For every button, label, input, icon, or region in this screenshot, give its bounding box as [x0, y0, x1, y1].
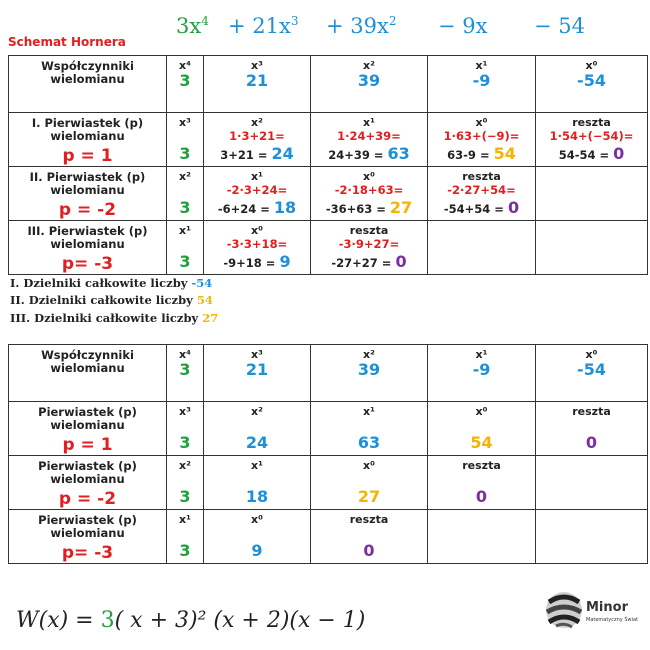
coef-value: 39	[357, 71, 381, 90]
power-label: x³	[179, 405, 191, 418]
lead-value: 3	[179, 487, 191, 506]
logo-name: Minor	[586, 600, 628, 615]
divisors-line-3: III. Dzielniki całkowite liczby 27	[10, 311, 219, 325]
root-row-3	[9, 510, 648, 564]
power-label: x¹	[251, 170, 263, 183]
horner-table-2	[8, 344, 648, 564]
lead-value: 3	[179, 144, 191, 163]
result-value: 18	[245, 487, 269, 506]
power-label: x³	[251, 348, 263, 361]
calc-result: 0	[613, 144, 625, 163]
power-label: x⁰	[251, 513, 263, 526]
term-x4: $3x^4$	[176, 14, 209, 38]
remainder-label: reszta	[349, 224, 389, 237]
root-label: Pierwiastek (p) wielomianu	[38, 513, 137, 540]
calc-step: -3·3+18=	[226, 237, 288, 251]
remainder-label: reszta	[349, 513, 389, 526]
term-x1: − 9x	[438, 14, 488, 38]
calc-result: 27	[389, 198, 413, 217]
power-label: x⁰	[585, 348, 598, 361]
coef-value: -9	[472, 360, 491, 379]
power-label: x²	[363, 348, 375, 361]
calc-result: 9	[279, 252, 291, 271]
schema-title: Schemat Hornera	[8, 35, 126, 49]
root-row-1	[9, 402, 648, 456]
power-label: x⁰	[363, 170, 375, 183]
calc-result: 24	[271, 144, 294, 163]
root-value: p = 1	[62, 146, 113, 166]
calc-result: 18	[273, 198, 297, 217]
remainder-value: 0	[585, 433, 598, 452]
root-value: p= -3	[61, 254, 114, 274]
coef-value: -54	[577, 360, 606, 379]
power-label: x¹	[475, 59, 488, 72]
power-label: x²	[179, 170, 191, 183]
calc-sum: 3+21 =	[220, 148, 272, 162]
calc-sum: 54-54 =	[558, 148, 614, 162]
calc-step: -3·9+27=	[338, 237, 400, 251]
root-row-3	[9, 221, 648, 275]
power-label: x¹	[179, 224, 191, 237]
root-row-2	[9, 167, 648, 221]
coef-value: 39	[357, 360, 381, 379]
factored-formula: W(x) = 3( x + 3)² (x + 2)(x − 1)	[16, 608, 366, 633]
remainder-label: reszta	[572, 116, 611, 129]
calc-step: -2·18+63=	[334, 183, 404, 197]
power-label: x³	[179, 116, 191, 129]
result-value: 54	[470, 433, 493, 452]
power-label: x¹	[363, 116, 375, 129]
power-label: x²	[251, 405, 263, 418]
calc-sum: -6+24 =	[217, 202, 274, 216]
root-row-1	[9, 113, 648, 167]
power-label: x⁰	[251, 224, 263, 237]
power-label: x⁰	[585, 59, 598, 72]
coef-value: -9	[472, 71, 491, 90]
remainder-label: reszta	[462, 459, 501, 472]
minor-logo	[544, 584, 644, 640]
root-label: II. Pierwiastek (p) wielomianu	[29, 170, 146, 197]
result-value: 9	[251, 541, 263, 560]
remainder-label: reszta	[462, 170, 501, 183]
calc-step: -2·27+54=	[447, 183, 516, 197]
coef-label: Współczynniki wielomianu	[41, 59, 134, 86]
calc-step: 1·3+21=	[229, 129, 285, 143]
root-value: p= -3	[61, 543, 114, 563]
polynomial-header	[176, 8, 606, 44]
power-label: x²	[179, 459, 191, 472]
root-value: p = 1	[62, 435, 113, 455]
power-label: x⁰	[475, 116, 488, 129]
result-value: 24	[245, 433, 269, 452]
horner-table-1	[8, 55, 648, 275]
calc-step: 1·24+39=	[337, 129, 401, 143]
coef-label: Współczynniki wielomianu	[41, 348, 134, 375]
divisors-line-2: II. Dzielniki całkowite liczby 54	[10, 293, 213, 307]
calc-sum: -36+63 =	[325, 202, 390, 216]
calc-result: 0	[507, 198, 520, 217]
calc-sum: -9+18 =	[223, 256, 280, 270]
result-value: 27	[357, 487, 381, 506]
calc-step: 1·54+(−54)=	[549, 129, 634, 143]
lead-value: 3	[179, 198, 191, 217]
coef-value: 3	[179, 360, 191, 379]
coef-value: 21	[245, 71, 269, 90]
root-label: I. Pierwiastek (p) wielomianu	[31, 116, 144, 143]
calc-step: 1·63+(−9)=	[443, 129, 520, 143]
power-label: x⁰	[475, 405, 488, 418]
result-value: 63	[357, 433, 381, 452]
coef-row	[9, 345, 648, 402]
divisors-line-1: I. Dzielniki całkowite liczby -54	[10, 276, 213, 290]
power-label: x²	[251, 116, 263, 129]
lead-value: 3	[179, 252, 191, 271]
calc-sum: -54+54 =	[443, 202, 508, 216]
power-label: x¹	[475, 348, 488, 361]
root-value: p = -2	[58, 489, 117, 509]
calc-sum: 24+39 =	[328, 148, 388, 162]
remainder-value: 0	[475, 487, 488, 506]
term-x2: + $39x^2$	[326, 14, 397, 38]
power-label: x⁰	[363, 459, 375, 472]
power-label: x³	[251, 59, 263, 72]
calc-result: 54	[493, 144, 516, 163]
root-label: Pierwiastek (p) wielomianu	[38, 459, 137, 486]
power-label: x¹	[251, 459, 263, 472]
root-label: Pierwiastek (p) wielomianu	[38, 405, 137, 432]
coef-value: -54	[577, 71, 606, 90]
remainder-value: 0	[363, 541, 375, 560]
power-label: x¹	[179, 513, 191, 526]
lead-value: 3	[179, 541, 191, 560]
term-x0: − 54	[534, 14, 585, 38]
calc-result: 0	[395, 252, 407, 271]
lead-value: 3	[179, 433, 191, 452]
term-x3: + $21x^3$	[228, 14, 299, 38]
calc-sum: 63-9 =	[447, 148, 494, 162]
root-row-2	[9, 456, 648, 510]
power-label: x⁴	[179, 59, 191, 72]
power-label: x²	[363, 59, 375, 72]
calc-step: -2·3+24=	[226, 183, 288, 197]
power-label: x⁴	[179, 348, 191, 361]
coef-value: 21	[245, 360, 269, 379]
coef-row	[9, 56, 648, 113]
calc-result: 63	[387, 144, 410, 163]
logo-subtitle: Matematyczny Świat	[586, 617, 639, 623]
root-label: III. Pierwiastek (p) wielomianu	[27, 224, 148, 251]
power-label: x¹	[363, 405, 375, 418]
calc-sum: -27+27 =	[331, 256, 396, 270]
root-value: p = -2	[58, 200, 117, 220]
coef-value: 3	[179, 71, 191, 90]
remainder-label: reszta	[572, 405, 611, 418]
